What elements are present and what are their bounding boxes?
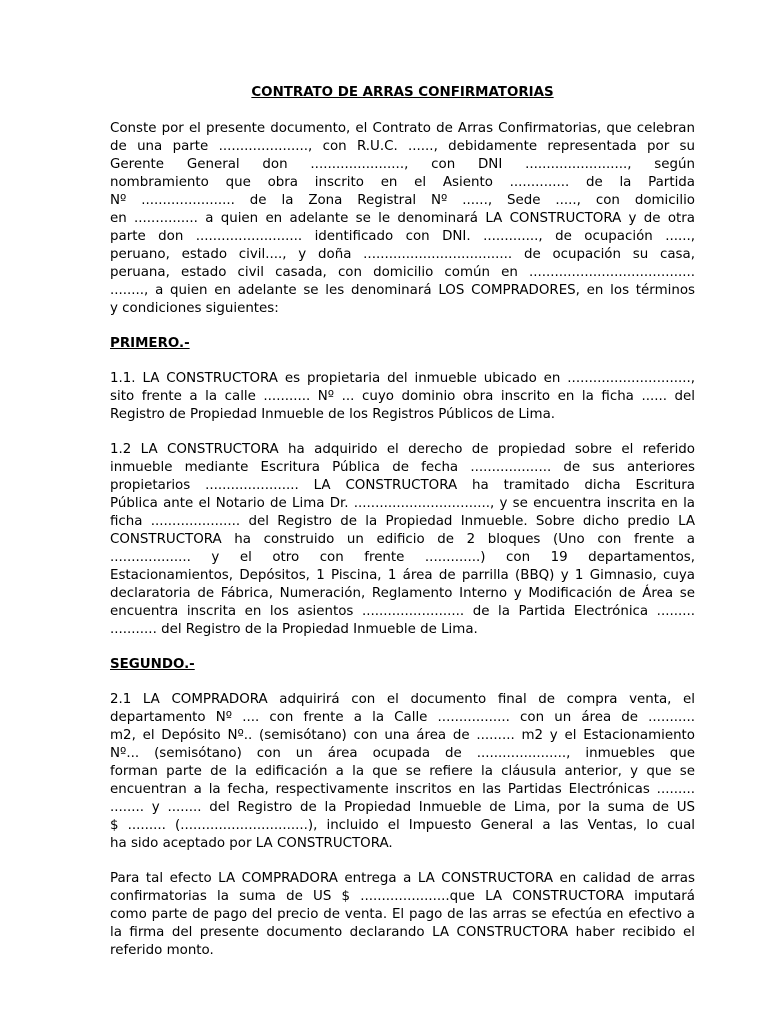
text-line: parte don ......................... identificado con DNI. ............., de ocupación ......,	[110, 229, 695, 244]
text-line: ficha ..................... del Registro de la Propiedad Inmueble. Sobre dicho predio LA	[110, 514, 695, 529]
clause-2-2	[110, 870, 695, 960]
text-line: ........... del Registro de la Propiedad Inmueble de Lima.	[110, 622, 478, 637]
text-line: referido monto.	[110, 943, 214, 958]
text-line: 2.1 LA COMPRADORA adquirirá con el documento final de compra venta, el	[110, 692, 695, 707]
text-line: y condiciones siguientes:	[110, 301, 279, 316]
text-line: Nº... (semisótano) con un área ocupada de ....................., inmuebles que	[110, 746, 695, 761]
section-heading-primero: PRIMERO.-	[110, 336, 190, 351]
document-page	[110, 84, 695, 977]
text-line: nombramiento que obra inscrito en el Asiento .............. de la Partida	[110, 175, 695, 190]
text-line: ................... y el otro con frente .............) con 19 departamentos,	[110, 550, 695, 565]
text-line: CONSTRUCTORA ha construido un edificio de 2 bloques (Uno con frente a	[110, 532, 695, 547]
section-heading-segundo: SEGUNDO.-	[110, 657, 195, 672]
text-line: peruana, estado civil casada, con domicilio común en .......................................	[110, 265, 695, 280]
text-line: $ ......... (..............................), incluido el Impuesto General a las Ventas, lo cual	[110, 818, 695, 833]
text-line: sito frente a la calle ........... Nº ... cuyo dominio obra inscrito en la ficha ...... del	[110, 389, 695, 404]
text-line: Registro de Propiedad Inmueble de los Registros Públicos de Lima.	[110, 407, 556, 422]
text-line: en ............... a quien en adelante se le denominará LA CONSTRUCTORA y de otra	[110, 211, 695, 226]
text-line: la firma del presente documento declarando LA CONSTRUCTORA haber recibido el	[110, 925, 695, 940]
text-line: encuentra inscrita en los asientos ........................ de la Partida Electrónica .........	[110, 604, 695, 619]
text-line: propietarios ...................... LA CONSTRUCTORA ha tramitado dicha Escritura	[110, 478, 695, 493]
text-line: de una parte ....................., con R.U.C. ......, debidamente representada por su	[110, 139, 695, 154]
clause-1-1	[110, 370, 695, 424]
text-line: ha sido aceptado por LA CONSTRUCTORA.	[110, 836, 393, 851]
text-line: Conste por el presente documento, el Contrato de Arras Confirmatorias, que celebran	[110, 121, 695, 136]
text-line: peruano, estado civil...., y doña ................................... de ocupación su casa,	[110, 247, 695, 262]
document-title: CONTRATO DE ARRAS CONFIRMATORIAS	[251, 85, 554, 100]
text-line: declaratoria de Fábrica, Numeración, Reglamento Interno y Modificación de Área se	[110, 586, 695, 601]
text-line: Pública ante el Notario de Lima Dr. ................................, y se encuentra inscrita en la	[110, 496, 695, 511]
text-line: confirmatorias la suma de US $ .....................que LA CONSTRUCTORA imputará	[110, 889, 695, 904]
text-line: ........ y ........ del Registro de la Propiedad Inmueble de Lima, por la suma de US	[110, 800, 695, 815]
clause-1-2	[110, 441, 695, 639]
text-line: encuentran a la fecha, respectivamente inscritos en las Partidas Electrónicas .........	[110, 782, 695, 797]
text-line: forman parte de la edificación a la que se refiere la cláusula anterior, y que se	[110, 764, 695, 779]
text-line: 1.2 LA CONSTRUCTORA ha adquirido el derecho de propiedad sobre el referido	[110, 442, 695, 457]
text-line: Para tal efecto LA COMPRADORA entrega a LA CONSTRUCTORA en calidad de arras	[110, 871, 695, 886]
text-line: 1.1. LA CONSTRUCTORA es propietaria del inmueble ubicado en .............................,	[110, 371, 695, 386]
text-line: como parte de pago del precio de venta. El pago de las arras se efectúa en efectivo a	[110, 907, 695, 922]
text-line: m2, el Depósito Nº.. (semisótano) con una área de ......... m2 y el Estacionamiento	[110, 728, 695, 743]
text-line: Estacionamientos, Depósitos, 1 Piscina, 1 área de parrilla (BBQ) y 1 Gimnasio, cuya	[110, 568, 695, 583]
text-line: Gerente General don ......................, con DNI ........................, según	[110, 157, 695, 172]
clause-2-1	[110, 691, 695, 853]
text-line: ........, a quien en adelante se les denominará LOS COMPRADORES, en los términos	[110, 283, 695, 298]
text-line: departamento Nº .... con frente a la Calle ................. con un área de ...........	[110, 710, 695, 725]
text-line: Nº ...................... de la Zona Registral Nº ......, Sede ....., con domicilio	[110, 193, 695, 208]
text-line: inmueble mediante Escritura Pública de fecha ................... de sus anteriores	[110, 460, 695, 475]
intro-paragraph	[110, 120, 695, 318]
